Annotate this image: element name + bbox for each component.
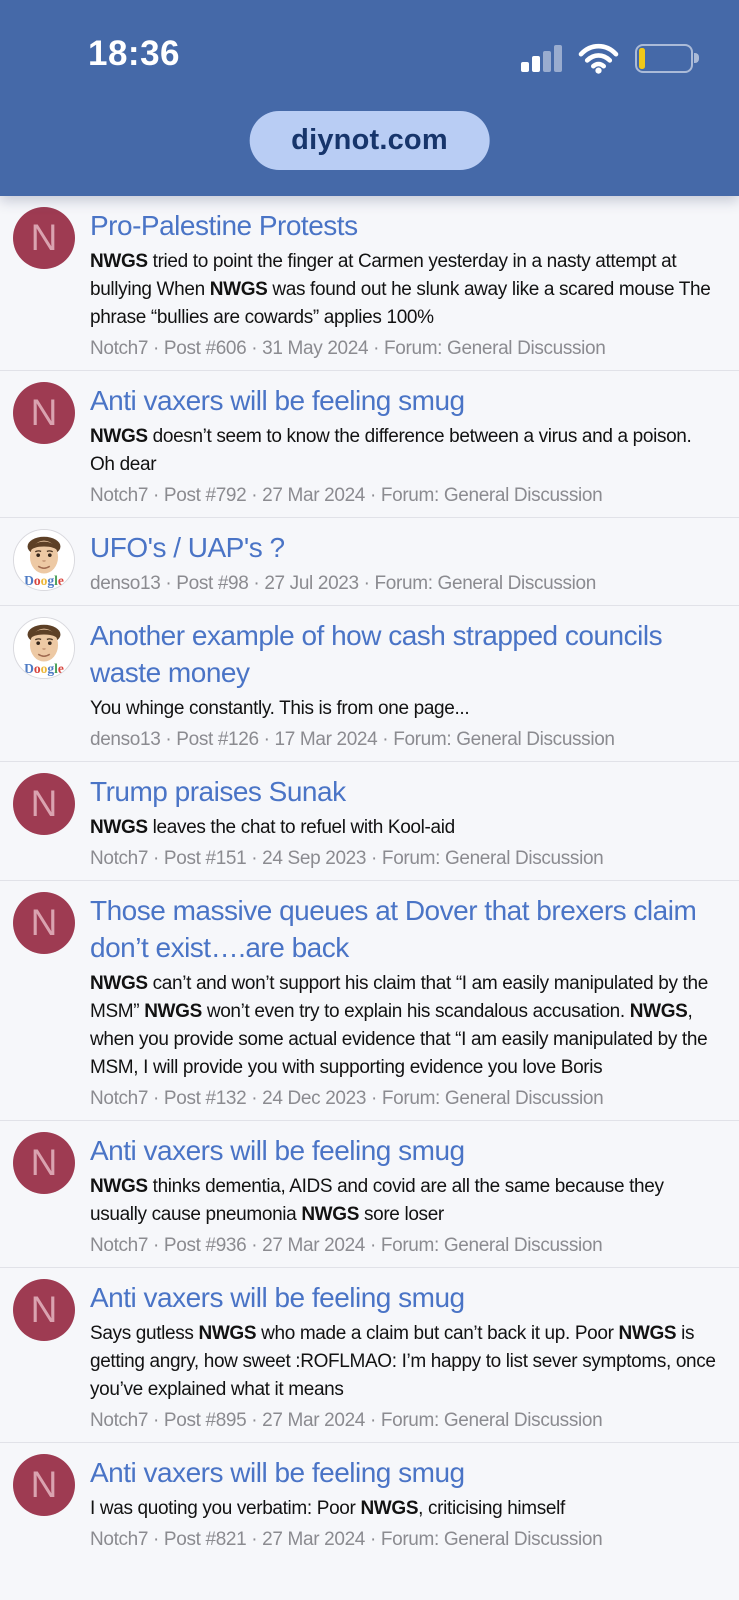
post-meta: Notch7 · Post #792 · 27 Mar 2024 · Forum: General Discussion	[90, 485, 603, 506]
svg-text:Doogle: Doogle	[24, 661, 64, 677]
search-result-item[interactable]	[0, 1443, 739, 1561]
user-avatar[interactable]: N	[13, 207, 75, 269]
post-title-link[interactable]: Those massive queues at Dover that brexers claim don’t exist….are back	[90, 895, 697, 963]
post-meta: Notch7 · Post #936 · 27 Mar 2024 · Forum: General Discussion	[90, 1235, 603, 1256]
search-result-item[interactable]	[0, 762, 739, 881]
post-content	[90, 1279, 725, 1434]
post-title-link[interactable]: Anti vaxers will be feeling smug	[90, 385, 465, 416]
search-result-item[interactable]	[0, 196, 739, 371]
user-avatar[interactable]: N	[13, 1279, 75, 1341]
search-results-list	[0, 196, 739, 1561]
search-result-item[interactable]	[0, 606, 739, 762]
post-content	[90, 1132, 725, 1259]
post-snippet: I was quoting you verbatim: Poor NWGS, criticising himself	[90, 1498, 565, 1519]
search-result-item[interactable]	[0, 1268, 739, 1443]
post-content	[90, 529, 725, 597]
post-meta: Notch7 · Post #821 · 27 Mar 2024 · Forum: General Discussion	[90, 1529, 603, 1550]
svg-text:Doogle: Doogle	[24, 573, 64, 589]
status-bar-time: 18:36	[88, 34, 181, 73]
post-meta: denso13 · Post #126 · 17 Mar 2024 · Forum: General Discussion	[90, 729, 615, 750]
user-avatar[interactable]	[13, 529, 75, 591]
post-content	[90, 1454, 725, 1553]
cellular-signal-icon	[521, 45, 562, 72]
post-title-link[interactable]: Anti vaxers will be feeling smug	[90, 1457, 465, 1488]
search-result-item[interactable]	[0, 1121, 739, 1268]
browser-header	[0, 0, 739, 196]
post-snippet: Says gutless NWGS who made a claim but can’t back it up. Poor NWGS is getting angry, how sweet :ROFLMAO: I’m happy to list sever symptoms, once you’ve explained what it means	[90, 1323, 716, 1400]
post-meta: denso13 · Post #98 · 27 Jul 2023 · Forum: General Discussion	[90, 573, 596, 594]
user-avatar[interactable]: N	[13, 382, 75, 444]
address-bar[interactable]	[249, 111, 490, 170]
doogle-avatar-image	[14, 530, 74, 590]
wifi-icon	[578, 43, 619, 74]
post-title-link[interactable]: Trump praises Sunak	[90, 776, 346, 807]
search-result-item[interactable]	[0, 518, 739, 606]
post-meta: Notch7 · Post #132 · 24 Dec 2023 · Forum: General Discussion	[90, 1088, 604, 1109]
post-title-link[interactable]: Anti vaxers will be feeling smug	[90, 1282, 465, 1313]
user-avatar[interactable]: N	[13, 892, 75, 954]
post-content	[90, 773, 725, 872]
post-title-link[interactable]: Anti vaxers will be feeling smug	[90, 1135, 465, 1166]
post-title-link[interactable]: Another example of how cash strapped councils waste money	[90, 620, 663, 688]
search-result-item[interactable]	[0, 371, 739, 518]
post-snippet: NWGS leaves the chat to refuel with Kool-aid	[90, 817, 455, 838]
post-meta: Notch7 · Post #895 · 27 Mar 2024 · Forum: General Discussion	[90, 1410, 603, 1431]
post-snippet: NWGS tried to point the finger at Carmen yesterday in a nasty attempt at bullying When NWGS was found out he slunk away like a scared mouse The phrase “bullies are cowards” applies 100%	[90, 251, 711, 328]
doogle-avatar-image	[14, 618, 74, 678]
post-snippet: NWGS can’t and won’t support his claim that “I am easily manipulated by the MSM” NWGS won’t even try to explain his scandalous accusation. NWGS, when you provide some actual evidence that “I am easily manipulated by the MSM, I will provide you with supporting evidence you love Boris	[90, 973, 708, 1078]
post-snippet: NWGS doesn’t seem to know the difference between a virus and a poison. Oh dear	[90, 426, 692, 475]
post-content	[90, 892, 725, 1112]
status-bar-icons	[521, 42, 693, 74]
post-title-link[interactable]: Pro-Palestine Protests	[90, 210, 358, 241]
post-snippet: NWGS thinks dementia, AIDS and covid are all the same because they usually cause pneumonia NWGS sore loser	[90, 1176, 664, 1225]
post-content	[90, 207, 725, 362]
post-snippet: You whinge constantly. This is from one page...	[90, 698, 470, 719]
post-meta: Notch7 · Post #151 · 24 Sep 2023 · Forum: General Discussion	[90, 848, 604, 869]
user-avatar[interactable]: N	[13, 1132, 75, 1194]
search-result-item[interactable]	[0, 881, 739, 1121]
user-avatar[interactable]: N	[13, 1454, 75, 1516]
post-title-link[interactable]: UFO's / UAP's ?	[90, 532, 285, 563]
post-content	[90, 617, 725, 753]
post-meta: Notch7 · Post #606 · 31 May 2024 · Forum: General Discussion	[90, 338, 606, 359]
address-bar-url: diynot.com	[291, 124, 448, 156]
user-avatar[interactable]	[13, 617, 75, 679]
post-content	[90, 382, 725, 509]
user-avatar[interactable]: N	[13, 773, 75, 835]
battery-icon	[635, 44, 693, 73]
